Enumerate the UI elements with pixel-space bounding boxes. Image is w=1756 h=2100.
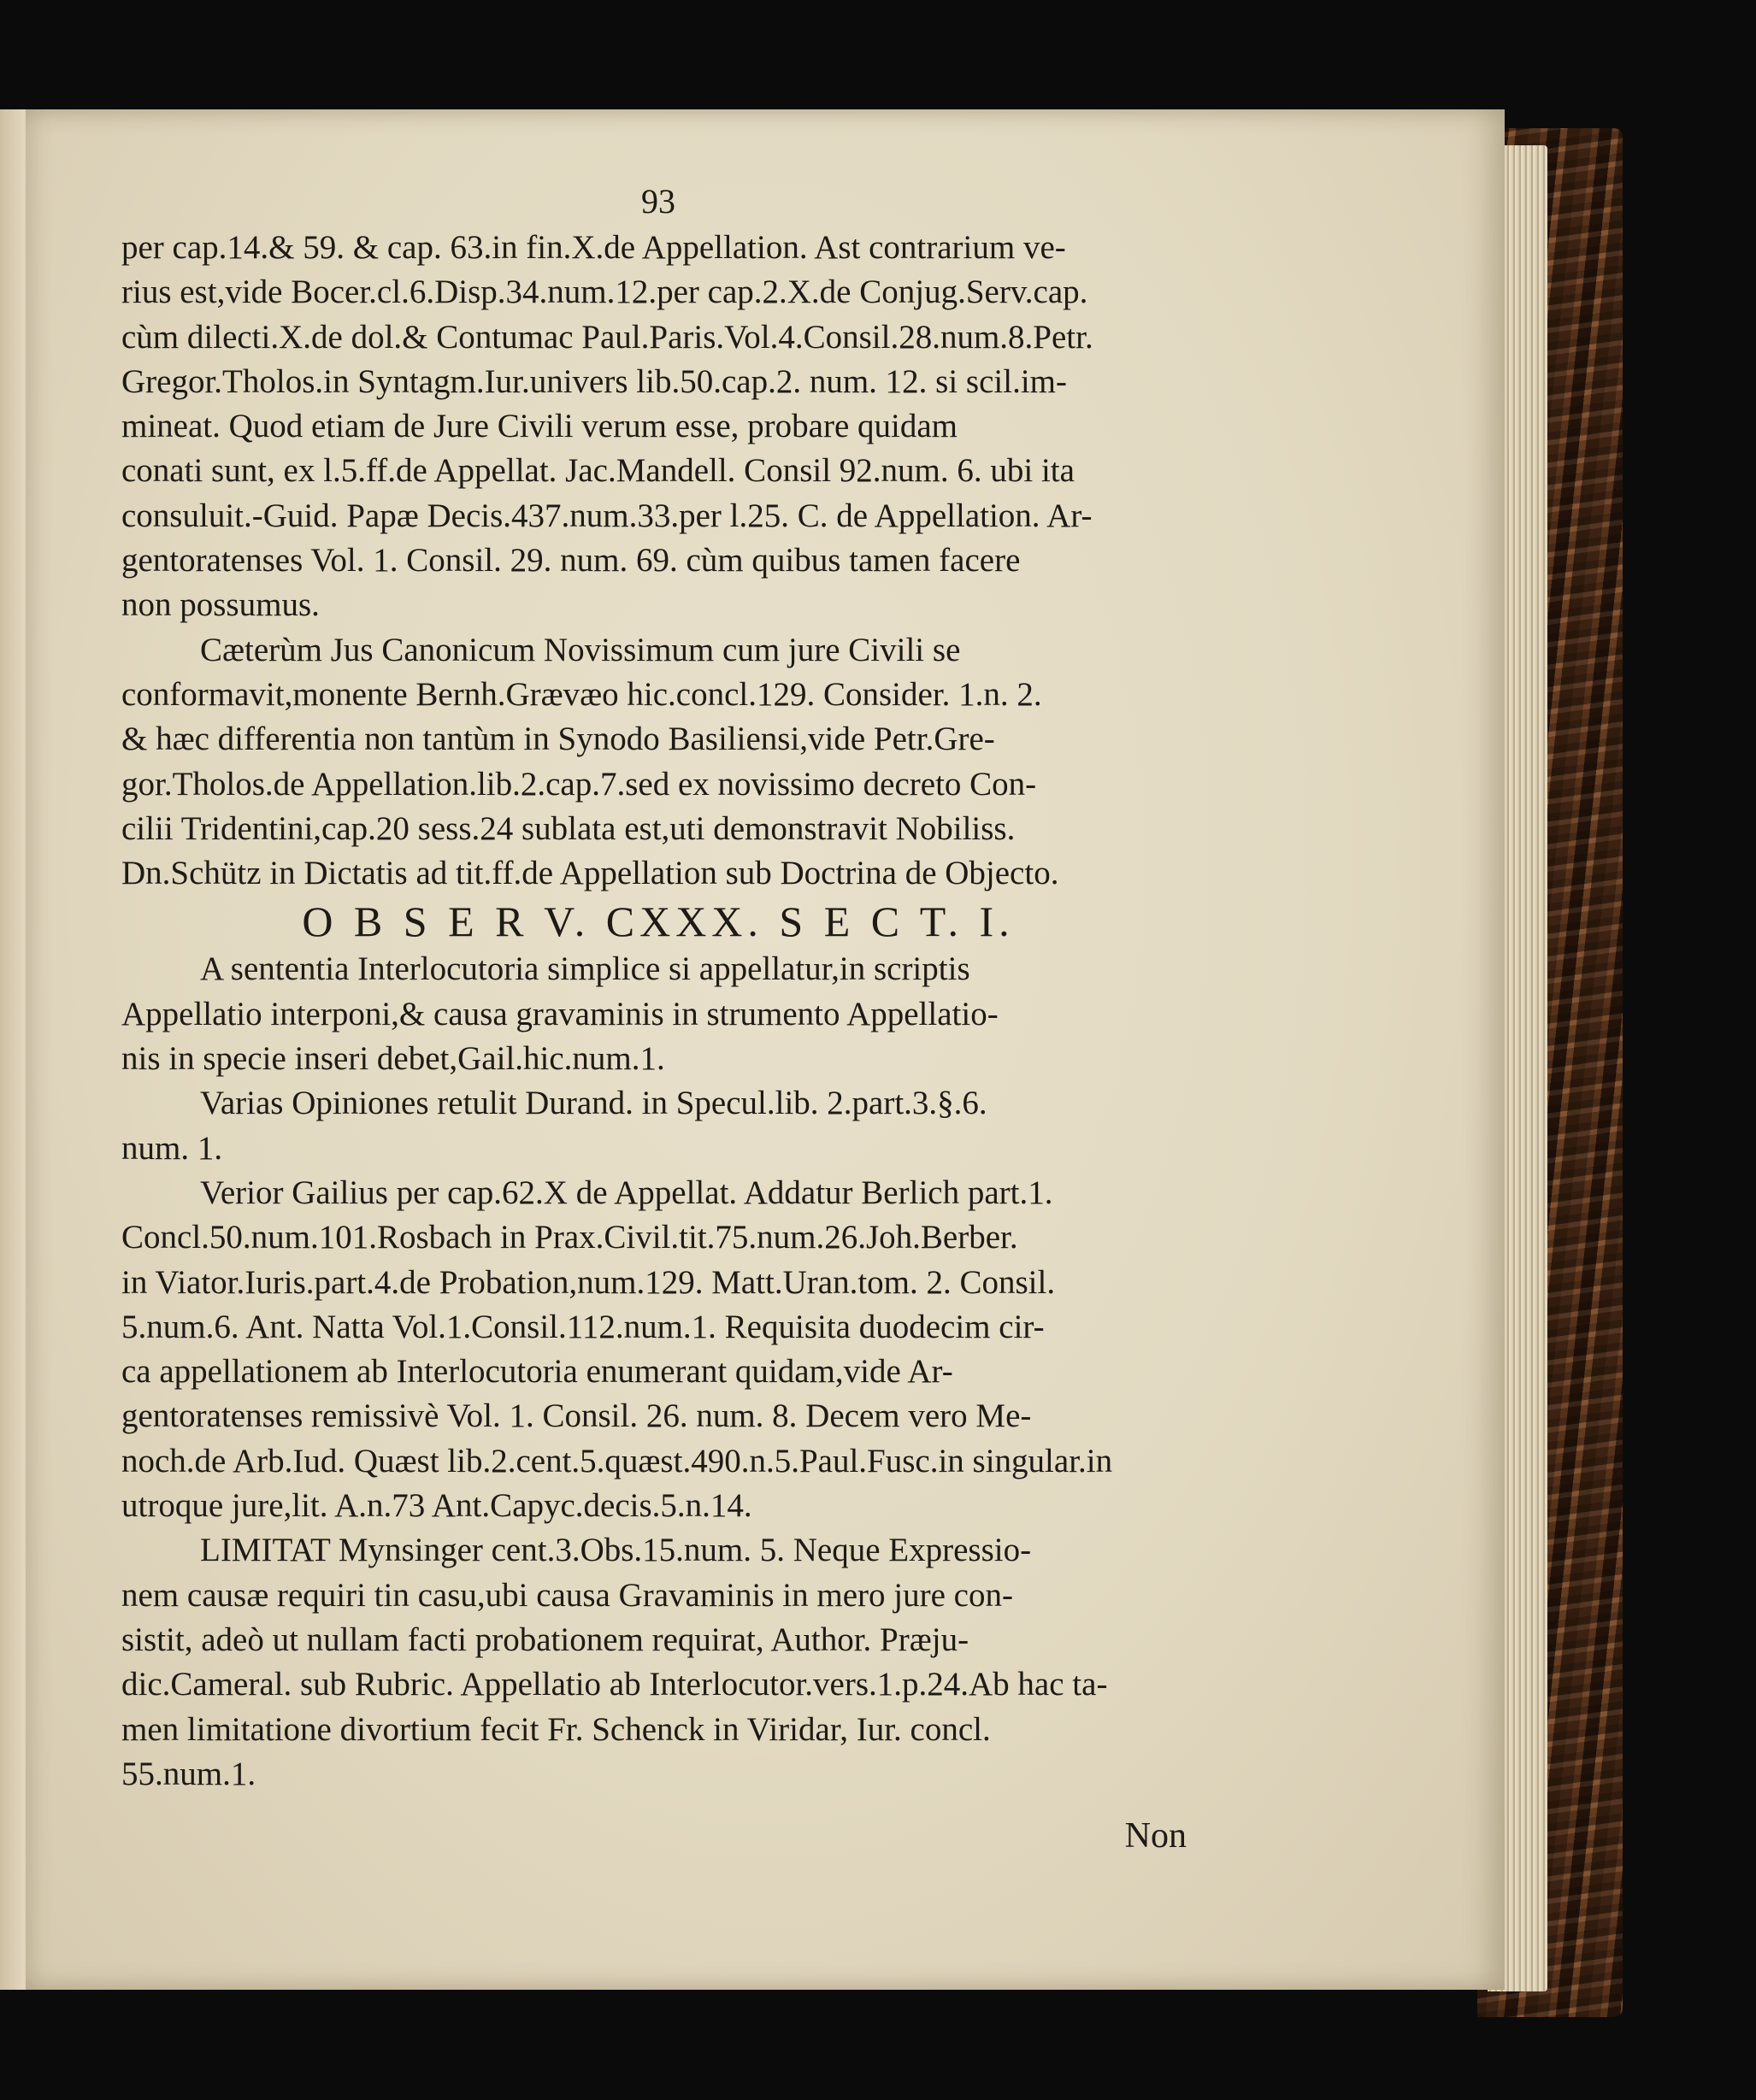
text-line: dic.Cameral. sub Rubric. Appellatio ab Interlocutor.vers.1.p.24.Ab hac ta- <box>121 1666 1108 1703</box>
text-line: rius est,vide Bocer.cl.6.Disp.34.num.12.per cap.2.X.de Conjug.Serv.cap. <box>121 274 1088 311</box>
text-line: consuluit.-Guid. Papæ Decis.437.num.33.per l.25. C. de Appellation. Ar- <box>121 497 1093 534</box>
paragraph-5 <box>121 1171 1195 1528</box>
text-line: Gregor.Tholos.in Syntagm.Iur.univers lib.50.cap.2. num. 12. si scil.im- <box>121 362 1067 400</box>
text-line: nis in specie inseri debet,Gail.hic.num.1. <box>121 1040 665 1078</box>
text-line: conati sunt, ex l.5.ff.de Appellat. Jac.Mandell. Consil 92.num. 6. ubi ita <box>121 452 1075 490</box>
text-line: mineat. Quod etiam de Jure Civili verum esse, probare quidam <box>121 408 958 445</box>
text-line: noch.de Arb.Iud. Quæst lib.2.cent.5.quæst.490.n.5.Paul.Fusc.in singular.in <box>121 1442 1113 1479</box>
text-line: nem causæ requiri tin casu,ubi causa Gravaminis in mero jure con- <box>121 1576 1013 1614</box>
catchword: Non <box>1124 1816 1187 1856</box>
text-line: gor.Tholos.de Appellation.lib.2.cap.7.sed ex novissimo decreto Con- <box>121 765 1037 803</box>
text-line: num. 1. <box>121 1129 223 1167</box>
text-line: non possumus. <box>121 586 320 624</box>
text-line: Verior Gailius per cap.62.X de Appellat. Addatur Berlich part.1. <box>200 1174 1053 1211</box>
text-line: 5.num.6. Ant. Natta Vol.1.Consil.112.num.1. Requisita duodecim cir- <box>121 1308 1045 1345</box>
text-line: & hæc differentia non tantùm in Synodo Basiliensi,vide Petr.Gre- <box>121 721 995 758</box>
text-line: ca appellationem ab Interlocutoria enumerant quidam,vide Ar- <box>121 1353 953 1391</box>
paragraph-1 <box>121 226 1195 628</box>
text-line: Cæterùm Jus Canonicum Novissimum cum jure Civili se <box>200 631 961 668</box>
text-line: gentoratenses Vol. 1. Consil. 29. num. 69. cùm quibus tamen facere <box>121 542 1021 579</box>
text-line: cilii Tridentini,cap.20 sess.24 sublata est,uti demonstravit Nobiliss. <box>121 809 1016 847</box>
catchword-row <box>121 1814 1195 1875</box>
book-page <box>26 109 1505 1990</box>
text-line: gentoratenses remissivè Vol. 1. Consil. 26. num. 8. Decem vero Me- <box>121 1397 1032 1435</box>
text-line: men limitatione divortium fecit Fr. Schenck in Viridar, Iur. concl. <box>121 1710 991 1748</box>
section-heading: O B S E R V. CXXX. S E C T. I. <box>302 897 1015 946</box>
text-line: 55.num.1. <box>121 1755 256 1792</box>
page-number: 93 <box>641 182 675 221</box>
paragraph-2 <box>121 628 1195 897</box>
text-line: Varias Opiniones retulit Durand. in Specul.lib. 2.part.3.§.6. <box>200 1085 987 1122</box>
text-line: A sententia Interlocutoria simplice si appellatur,in scriptis <box>200 950 970 988</box>
text-line: sistit, adeò ut nullam facti probationem requirat, Author. Præju- <box>121 1621 969 1658</box>
text-line: LIMITAT Mynsinger cent.3.Obs.15.num. 5. Neque Expressio- <box>200 1532 1032 1569</box>
text-line: cùm dilecti.X.de dol.& Contumac Paul.Paris.Vol.4.Consil.28.num.8.Petr. <box>121 318 1093 356</box>
paragraph-3 <box>121 947 1195 1081</box>
page-text <box>121 178 1195 1875</box>
text-line: Dn.Schütz in Dictatis ad tit.ff.de Appellation sub Doctrina de Objecto. <box>121 855 1059 892</box>
paragraph-4 <box>121 1081 1195 1171</box>
text-line: conformavit,monente Bernh.Grævæo hic.concl.129. Consider. 1.n. 2. <box>121 675 1042 713</box>
paragraph-6 <box>121 1528 1195 1797</box>
text-line: utroque jure,lit. A.n.73 Ant.Capyc.decis.5.n.14. <box>121 1487 752 1525</box>
text-line: per cap.14.& 59. & cap. 63.in fin.X.de Appellation. Ast contrarium ve- <box>121 229 1066 266</box>
text-line: Appellatio interponi,& causa gravaminis in strumento Appellatio- <box>121 995 999 1032</box>
text-line: Concl.50.num.101.Rosbach in Prax.Civil.tit.75.num.26.Joh.Berber. <box>121 1219 1018 1256</box>
text-line: in Viator.Iuris.part.4.de Probation,num.129. Matt.Uran.tom. 2. Consil. <box>121 1263 1056 1301</box>
